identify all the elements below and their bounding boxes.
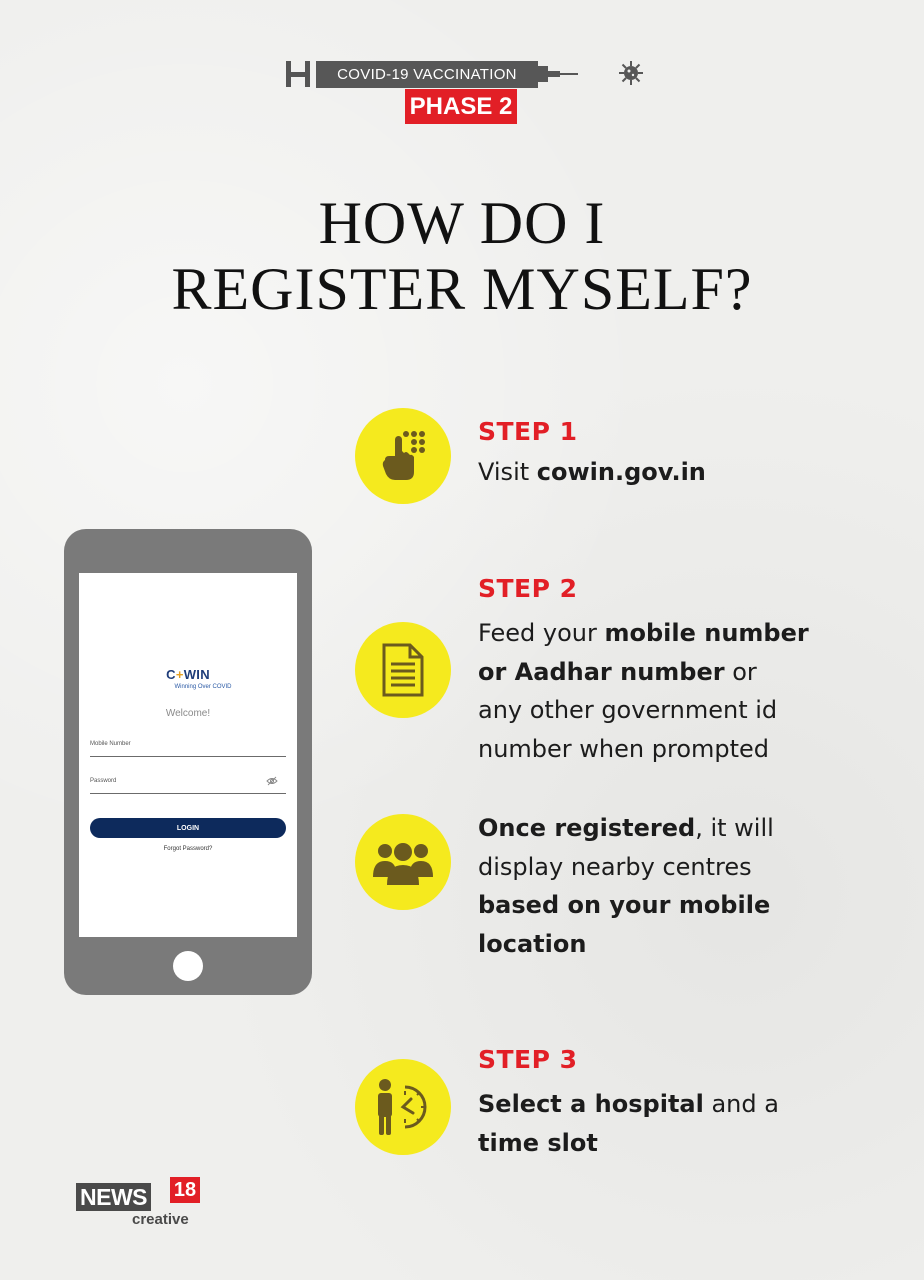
hand-tap-icon — [373, 426, 433, 486]
step-2-label: STEP 2 — [478, 574, 578, 603]
step-3-b1: Select a hospital — [478, 1090, 704, 1118]
syringe-needle-icon — [538, 62, 578, 86]
step-1-icon-circle — [355, 408, 451, 504]
step-2-b2: or Aadhar number — [478, 657, 725, 686]
step-3-text — [478, 1085, 898, 1162]
person-clock-icon — [371, 1075, 435, 1139]
step-2-b1: mobile number — [604, 619, 809, 647]
cowin-tagline: Winning Over COVID — [174, 684, 232, 690]
step-1-text — [478, 453, 898, 492]
brand-creative: creative — [132, 1211, 189, 1228]
page-title — [0, 190, 924, 322]
step-2-line-3: any other government id — [478, 696, 778, 724]
step-3-line-1 — [478, 1085, 898, 1124]
phone-illustration — [64, 529, 312, 995]
step-1-text-pre: Visit — [478, 458, 537, 486]
registered-line-4 — [478, 925, 898, 964]
document-icon — [380, 642, 426, 698]
mobile-number-field[interactable] — [90, 735, 286, 757]
banner-text: COVID-19 VACCINATION — [316, 61, 538, 88]
registered-b2: based on your mobile — [478, 891, 771, 919]
step-3-b2: time slot — [478, 1128, 598, 1157]
phone-home-button — [173, 951, 203, 981]
registered-b3: location — [478, 929, 587, 958]
title-line-1: HOW DO I — [318, 190, 606, 256]
welcome-text: Welcome! — [165, 708, 211, 719]
login-button[interactable]: LOGIN — [90, 818, 286, 838]
vaccination-banner — [284, 58, 644, 90]
cowin-logo-c: C — [166, 667, 176, 682]
syringe-plunger-icon — [284, 61, 312, 87]
eye-hidden-icon[interactable] — [266, 776, 278, 786]
cowin-logo-win: WIN — [183, 667, 210, 682]
step-3-t1: and a — [703, 1090, 779, 1118]
password-field[interactable] — [90, 772, 286, 794]
registered-icon-circle — [355, 814, 451, 910]
step-1-label: STEP 1 — [478, 417, 578, 446]
step-3-icon-circle — [355, 1059, 451, 1155]
registered-t1: , it will — [695, 814, 774, 842]
phase-badge: PHASE 2 — [405, 89, 517, 124]
forgot-password-link[interactable]: Forgot Password? — [163, 846, 213, 852]
step-3-label: STEP 3 — [478, 1045, 578, 1074]
cowin-logo-plus: + — [175, 667, 184, 682]
news18-creative-logo — [76, 1177, 200, 1231]
registered-line-3 — [478, 886, 898, 925]
title-line-2: REGISTER MYSELF? — [171, 256, 753, 322]
step-2-t2: or — [724, 657, 757, 686]
people-group-icon — [371, 837, 435, 887]
virus-icon — [618, 60, 644, 86]
mobile-number-placeholder: Mobile Number — [90, 741, 131, 747]
brand-news: NEWS — [76, 1183, 151, 1211]
registered-b1: Once registered — [478, 814, 696, 842]
registered-text — [478, 809, 898, 963]
cowin-url: cowin.gov.in — [536, 458, 706, 486]
step-3-line-2 — [478, 1124, 898, 1163]
brand-number: 18 — [170, 1177, 200, 1203]
step-2-text — [478, 614, 898, 768]
step-2-line-2 — [478, 653, 898, 692]
cowin-logo — [79, 667, 297, 682]
step-2-icon-circle — [355, 622, 451, 718]
step-2-t1: Feed your — [478, 619, 605, 647]
step-2-line-1 — [478, 614, 898, 653]
registered-line-1 — [478, 809, 898, 848]
password-placeholder: Password — [90, 778, 117, 784]
phone-screen — [79, 573, 297, 937]
step-2-line-4: number when prompted — [478, 734, 770, 763]
registered-line-2: display nearby centres — [478, 852, 752, 881]
